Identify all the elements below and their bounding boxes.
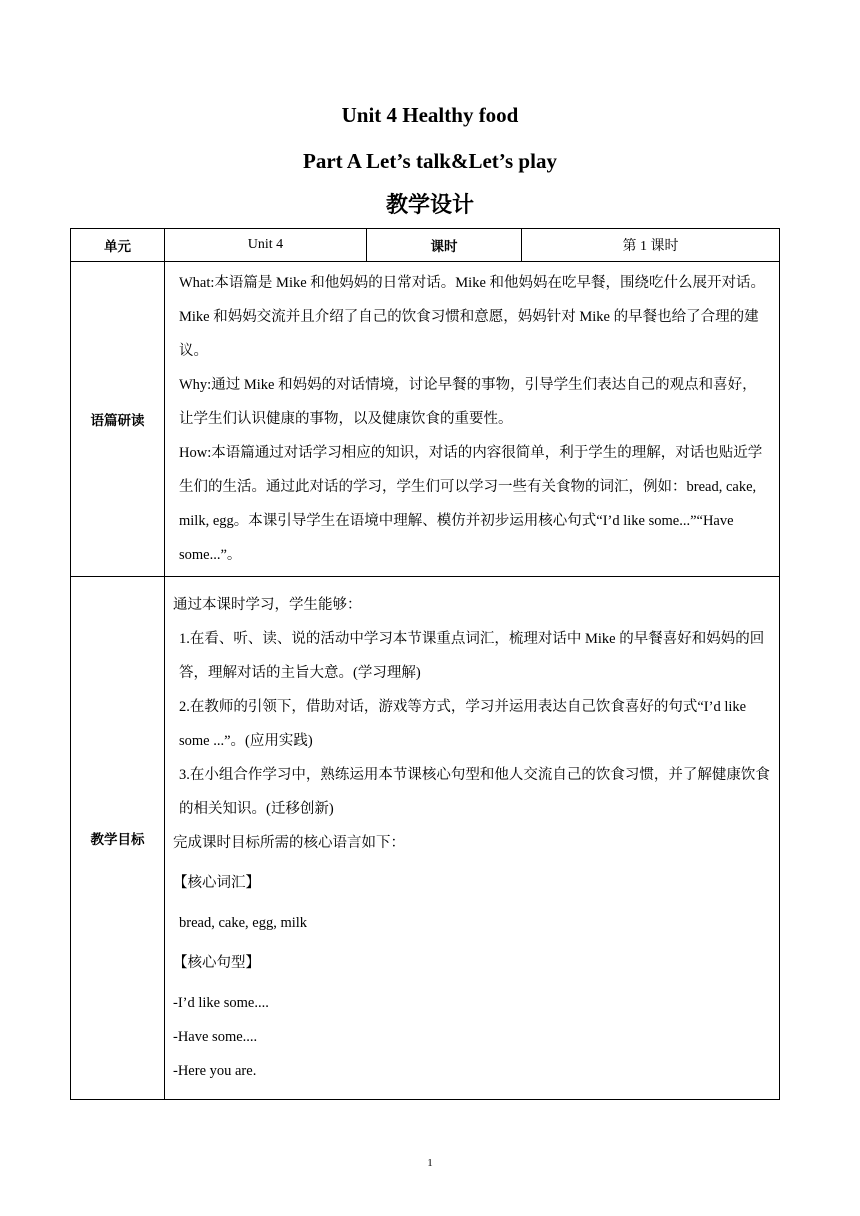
- unit-value: Unit 4: [165, 229, 367, 262]
- how-paragraph: How:本语篇通过对话学习相应的知识，对话的内容很简单，利于学生的理解，对话也贴近学生们的生活。通过此对话的学习，学生们可以学习一些有关食物的词汇，例如：bread, cake, milk, egg。本课引导学生在语境中理解、模仿并初步运用核心句式“I’d like some...”“Have some...”。: [179, 445, 763, 563]
- objectives-row: [71, 577, 780, 1100]
- sentence-2: -Have some....: [173, 1029, 258, 1045]
- page-number: 1: [427, 1157, 433, 1169]
- objectives-content: [165, 577, 780, 1100]
- text-analysis-label: 语篇研读: [71, 262, 165, 577]
- goal-1: 1.在看、听、读、说的活动中学习本节课重点词汇，梳理对话中 Mike 的早餐喜好和妈妈的回答，理解对话的主旨大意。(学习理解): [179, 631, 765, 681]
- sentence-3: -Here you are.: [173, 1063, 257, 1079]
- objectives-label: 教学目标: [71, 577, 165, 1100]
- vocab-heading: 【核心词汇】: [173, 875, 260, 891]
- text-analysis-content: [165, 262, 780, 577]
- doc-type-title: 教学设计: [385, 193, 474, 218]
- what-paragraph: What:本语篇是 Mike 和他妈妈的日常对话。Mike 和他妈妈在吃早餐，围绕吃什么展开对话。Mike 和妈妈交流并且介绍了自己的饮食习惯和意愿，妈妈针对 Mike 的早餐也给了合理的建议。: [179, 275, 766, 359]
- objectives-intro: 通过本课时学习，学生能够：: [173, 597, 362, 613]
- period-label: 课时: [367, 229, 522, 262]
- lesson-plan-table: [70, 228, 780, 1100]
- goal-3: 3.在小组合作学习中，熟练运用本节课核心句型和他人交流自己的饮食习惯，并了解健康饮食的相关知识。(迁移创新): [179, 767, 770, 817]
- header-row: [71, 229, 780, 262]
- vocab-list: bread, cake, egg, milk: [179, 915, 308, 931]
- lesson-title: Part A Let’s talk&Let’s play: [303, 149, 557, 173]
- period-value: 第 1 课时: [522, 229, 780, 262]
- goal-2: 2.在教师的引领下，借助对话，游戏等方式，学习并运用表达自己饮食喜好的句式“I’d like some ...”。(应用实践): [179, 699, 747, 749]
- text-analysis-row: [71, 262, 780, 577]
- unit-label: 单元: [71, 229, 165, 262]
- unit-title: Unit 4 Healthy food: [341, 103, 519, 127]
- sentence-heading: 【核心句型】: [173, 955, 260, 971]
- core-language-intro: 完成课时目标所需的核心语言如下：: [173, 835, 405, 851]
- why-paragraph: Why:通过 Mike 和妈妈的对话情境，讨论早餐的事物，引导学生们表达自己的观点和喜好，让学生们认识健康的事物，以及健康饮食的重要性。: [179, 377, 757, 427]
- sentence-1: -I’d like some....: [173, 995, 269, 1011]
